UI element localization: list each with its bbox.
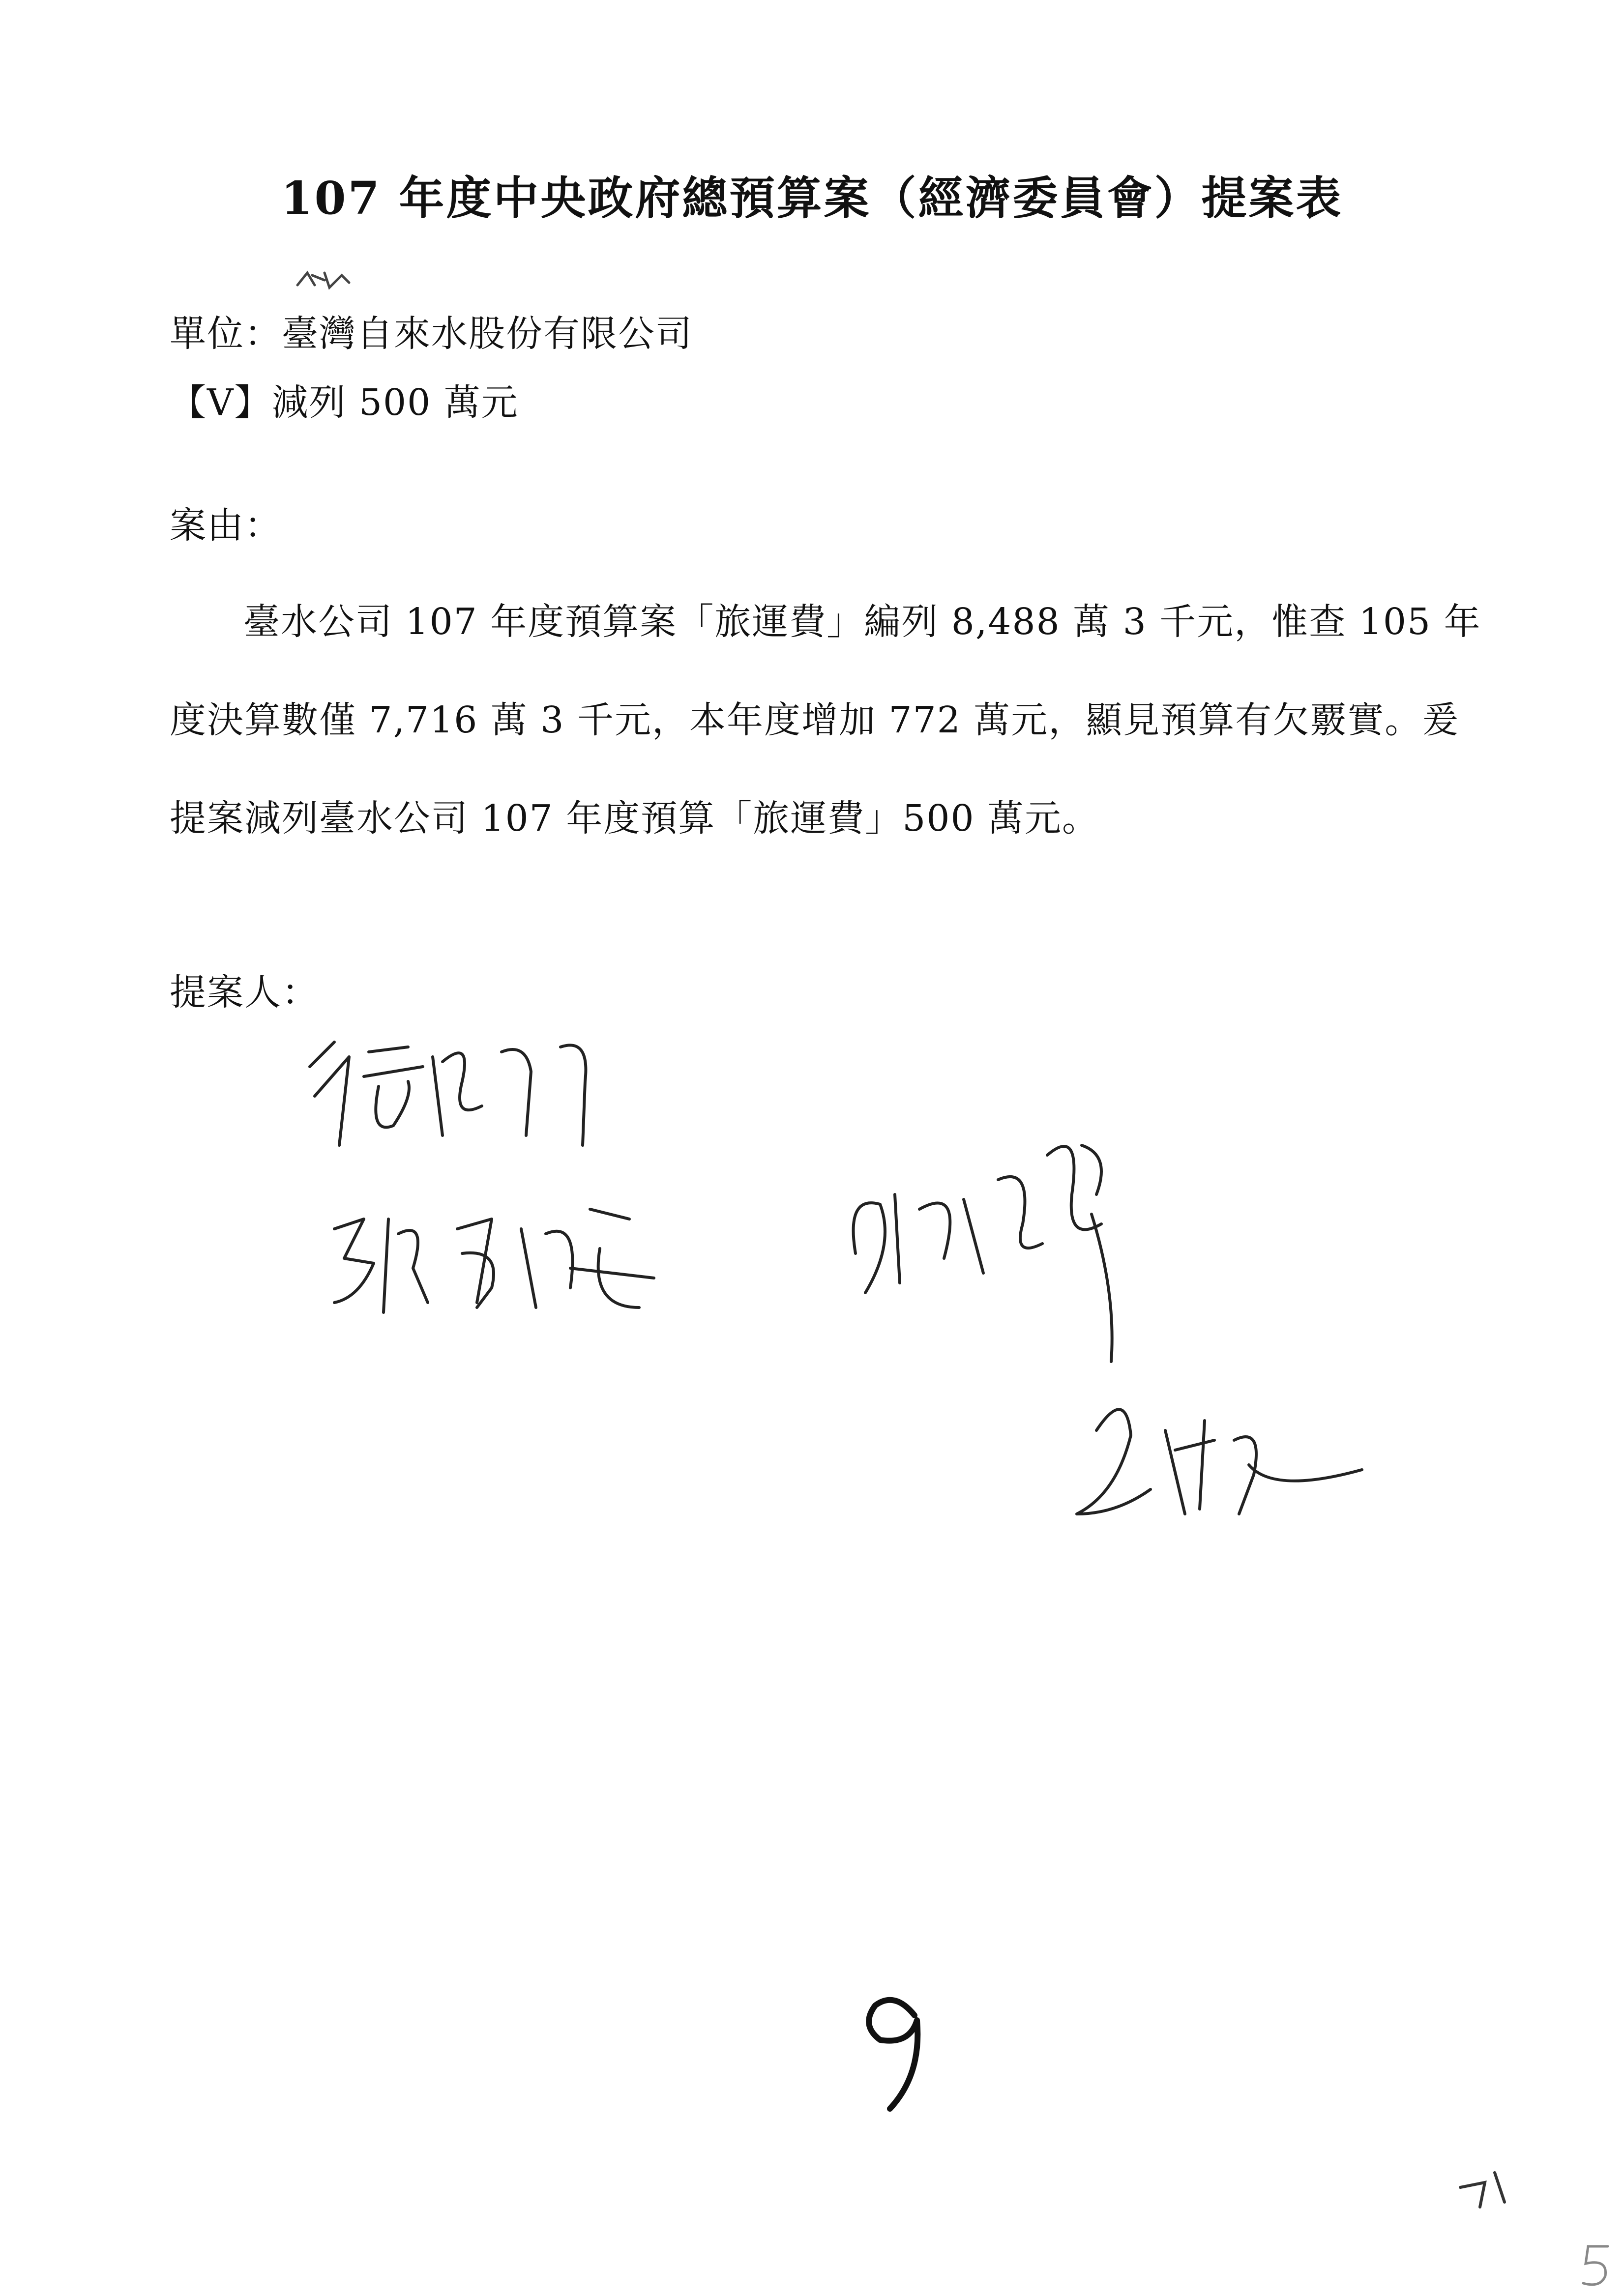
- reduction-checkbox: 【V】: [170, 381, 272, 424]
- unit-label: 單位：: [170, 313, 282, 355]
- signature-1: [295, 1022, 610, 1160]
- signature-3: [836, 1096, 1131, 1371]
- reason-text: 臺水公司 107 年度預算案「旅運費」編列 8,488 萬 3 千元，惟查 105 年度決算數僅 7,716 萬 3 千元，本年度增加 772 萬元，顯見預算有欠覈實。爰提案減列臺水公司 107 年度預算「旅運費」500 萬元。: [170, 601, 1481, 840]
- unit-value: 臺灣自來水股份有限公司: [282, 313, 693, 355]
- page-title: 107 年度中央政府總預算案（經濟委員會）提案表: [281, 172, 1343, 225]
- margin-mark-five: [1578, 2241, 1618, 2293]
- unit-line: [170, 305, 693, 357]
- signature-2: [315, 1190, 659, 1327]
- handwritten-page-number: [841, 1986, 939, 2125]
- proposer-label: 提案人：: [170, 971, 319, 1014]
- reduction-text: 減列 500 萬元: [271, 381, 519, 424]
- margin-mark-cross: [1450, 2163, 1519, 2214]
- signature-4: [1057, 1366, 1377, 1543]
- reduction-line: [170, 374, 519, 426]
- reason-label: 案由：: [170, 504, 282, 547]
- handwritten-annotation-mark: [295, 265, 354, 295]
